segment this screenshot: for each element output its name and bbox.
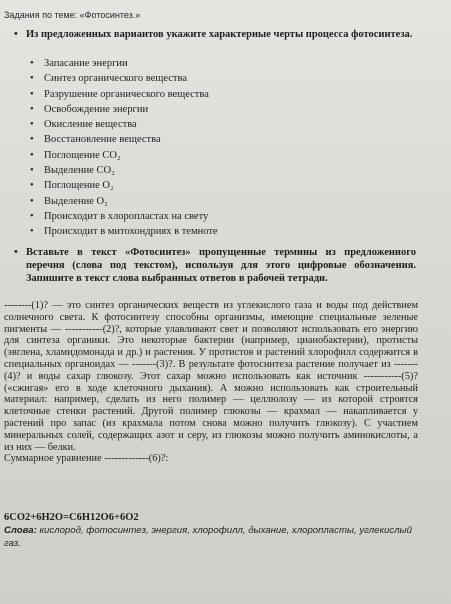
list-item: • Происходит в хлоропластах на свету [30, 209, 218, 224]
list-item: • Окисление вещества [30, 117, 218, 132]
fill-in-paragraph: --------(1)? — это синтез органических веществ из углекислого газа и воды под действием солнечного света. К фотосинтезу способны организмы, имеющие специальные зеленые пигменты — -----------(2)?, которые улавливают свет и позволяют использовать его энергию для синтеза органики. Это некоторые бактерии (например, цианобактерии), протисты (эвглена, хламидомонада и др.) и растения. У протистов и растений хлорофилл содержится в специальных органоидах — -------(3)?. В результате фотосинтеза растение получает из ------- (4)? и воды сахар глюкозу. Этот сахар можно использовать как источник -----------(5)? («сжигая» его в ходе клеточного дыхания). А можно использовать как строительный материал: например, сделать из него полимер — целлюлозу — из которой строятся клеточные стенки растений. Другой полимер глюкозы — крахмал — накапливается у растений про запас (из крахмала потом снова можно получить глюкозу). С участием минеральных солей, содержащих азот и серу, из глюкозы можно получить аминокислоты, а из них — белки. [4, 300, 418, 453]
list-item: • Выделение O₂ [30, 194, 218, 209]
task-2-instruction [14, 246, 416, 285]
list-item: • Синтез органического вещества [30, 71, 218, 86]
task-1-text: Из предложенных вариантов укажите характерные черты процесса фотосинтеза. [26, 29, 413, 40]
photosynthesis-text [4, 300, 418, 465]
formula-reactants: 6CO2+6H2O [4, 512, 64, 523]
list-item: • Разрушение органического вещества [30, 87, 218, 102]
bullet-icon: • [14, 246, 18, 258]
photosynthesis-formula [4, 512, 139, 523]
characteristics-list [30, 56, 218, 240]
task-2-text: Вставьте в текст «Фотосинтез» пропущенные термины из предложенного перечня (слова под текстом), используя для этого цифровые обозначения. Запишите в текст слова выбранных ответов в рабочей тетради. [26, 247, 416, 284]
task-1-instruction [14, 28, 434, 41]
word-bank-list: кислород, фотосинтез, энергия, хлорофилл, дыхание, хлоропласты, углекислый газ. [4, 525, 412, 549]
page-header: Задания по теме: «Фотосинтез.» [4, 10, 141, 20]
list-item: • Поглощение CO₂ [30, 148, 218, 163]
bullet-icon: • [14, 28, 18, 40]
word-bank [4, 524, 414, 550]
list-item: • Выделение CO₂ [30, 163, 218, 178]
formula-products: =C6H12O6+6O2 [63, 512, 139, 523]
list-item: • Запасание энергии [30, 56, 218, 71]
list-item: • Поглощение O₂ [30, 178, 218, 193]
list-item: • Восстановление вещества [30, 132, 218, 147]
summary-equation-line: Суммарное уравнение -------------(6)?: [4, 453, 169, 465]
word-bank-label: Слова: [4, 525, 37, 536]
list-item: • Происходит в митохондриях в темноте [30, 224, 218, 239]
list-item: • Освобождение энергии [30, 102, 218, 117]
